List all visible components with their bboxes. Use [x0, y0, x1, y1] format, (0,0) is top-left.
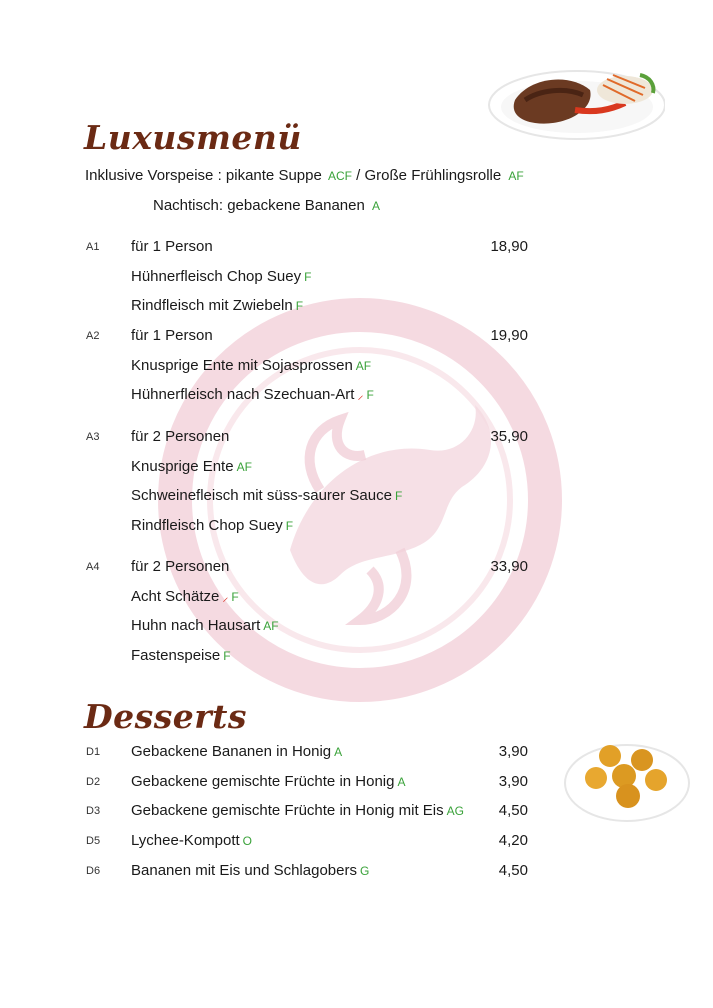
- menu-dish: [131, 517, 293, 534]
- dish-name: Huhn nach Hausart: [131, 617, 261, 634]
- allergen-code: F: [223, 648, 231, 663]
- dish-name: Rindfleisch mit Zwiebeln: [131, 297, 293, 314]
- chili-pepper-icon: ⸝: [357, 388, 364, 402]
- menu-dish: [131, 647, 231, 664]
- menu-code: A1: [86, 241, 100, 253]
- intro-line: [85, 167, 524, 184]
- dessert-name: Gebackene gemischte Früchte in Honig mit Eis: [131, 802, 444, 820]
- menu-price: 19,90: [490, 327, 528, 344]
- dessert-price: 3,90: [498, 743, 528, 760]
- menu-persons: für 2 Personen: [131, 558, 230, 575]
- menu-price: 18,90: [490, 238, 528, 255]
- intro-dessert-line: [153, 197, 380, 214]
- menu-dish: [131, 386, 374, 403]
- chili-pepper-icon: ⸝: [222, 589, 229, 604]
- menu-dish: [131, 357, 371, 374]
- dessert-item: [131, 743, 342, 760]
- intro-dessert: Nachtisch: gebackene Bananen: [153, 197, 365, 214]
- allergen-code: AF: [236, 459, 252, 474]
- dessert-item: [131, 802, 464, 819]
- dessert-name: Gebackene gemischte Früchte in Honig: [131, 772, 395, 790]
- intro-spring-roll: Große Frühlingsrolle: [364, 167, 502, 184]
- dish-name: Fastenspeise: [131, 646, 221, 664]
- menu-price: 35,90: [490, 428, 528, 445]
- dessert-code: D6: [86, 864, 101, 877]
- dessert-item: [131, 773, 406, 790]
- dessert-price: 4,50: [498, 802, 528, 820]
- dessert-code: D5: [86, 835, 101, 848]
- menu-dish: [131, 617, 279, 634]
- dish-name: Rindfleisch Chop Suey: [131, 516, 283, 534]
- section-title-luxusmenu: Luxusmenü: [84, 118, 302, 157]
- beef-dish-photo: [485, 55, 665, 145]
- dessert-code: D3: [86, 805, 101, 818]
- allergen-code: ACF: [328, 169, 352, 183]
- allergen-code: A: [397, 774, 406, 789]
- menu-code: A2: [86, 330, 100, 342]
- allergen-code: A: [372, 199, 381, 213]
- dish-name: Knusprige Ente: [131, 457, 234, 475]
- menu-code: A4: [86, 561, 100, 573]
- dessert-price: 3,90: [498, 772, 528, 790]
- dessert-code: D2: [86, 775, 101, 788]
- fried-fruit-dessert-photo: [562, 738, 692, 828]
- menu-dish: [131, 268, 311, 285]
- dessert-item: [131, 862, 369, 879]
- menu-persons: für 1 Person: [131, 327, 213, 344]
- allergen-code: F: [394, 489, 403, 503]
- dessert-name: Bananen mit Eis und Schlagobers: [131, 861, 357, 879]
- intro-separator: /: [356, 167, 361, 184]
- menu-dish: [131, 297, 303, 314]
- dish-name: Schweinefleisch mit süss-saurer Sauce: [131, 487, 392, 504]
- menu-code: A3: [86, 431, 100, 443]
- allergen-code: G: [359, 863, 370, 878]
- dish-name: Knusprige Ente mit Sojasprossen: [131, 356, 353, 374]
- allergen-code: AF: [355, 358, 372, 373]
- dessert-item: [131, 832, 252, 849]
- allergen-code: AG: [446, 804, 464, 819]
- menu-persons: für 1 Person: [131, 238, 213, 255]
- allergen-code: F: [366, 388, 374, 402]
- menu-persons: für 2 Personen: [131, 428, 230, 445]
- allergen-code: O: [242, 834, 253, 849]
- allergen-code: F: [285, 518, 294, 533]
- menu-dish: [131, 487, 402, 504]
- dessert-name: Gebackene Bananen in Honig: [131, 743, 332, 760]
- allergen-code: A: [334, 745, 343, 759]
- menu-dish: [131, 458, 252, 475]
- dish-name: Hühnerfleisch Chop Suey: [131, 267, 302, 285]
- dessert-price: 4,20: [498, 832, 528, 850]
- menu-price: 33,90: [490, 558, 528, 575]
- allergen-code: F: [304, 269, 312, 284]
- allergen-code: AF: [263, 619, 279, 633]
- section-title-desserts: Desserts: [84, 697, 247, 736]
- dessert-price: 4,50: [498, 861, 528, 879]
- intro-prefix: Inklusive Vorspeise : pikante Suppe: [85, 167, 322, 184]
- dish-name: Hühnerfleisch nach Szechuan-Art: [131, 386, 355, 403]
- dessert-name: Lychee-Kompott: [131, 832, 240, 850]
- allergen-code: F: [231, 589, 239, 604]
- menu-dish: [131, 588, 239, 605]
- dessert-code: D1: [86, 746, 101, 758]
- allergen-code: F: [295, 299, 304, 313]
- dish-name: Acht Schätze: [131, 587, 220, 605]
- allergen-code: AF: [508, 169, 524, 183]
